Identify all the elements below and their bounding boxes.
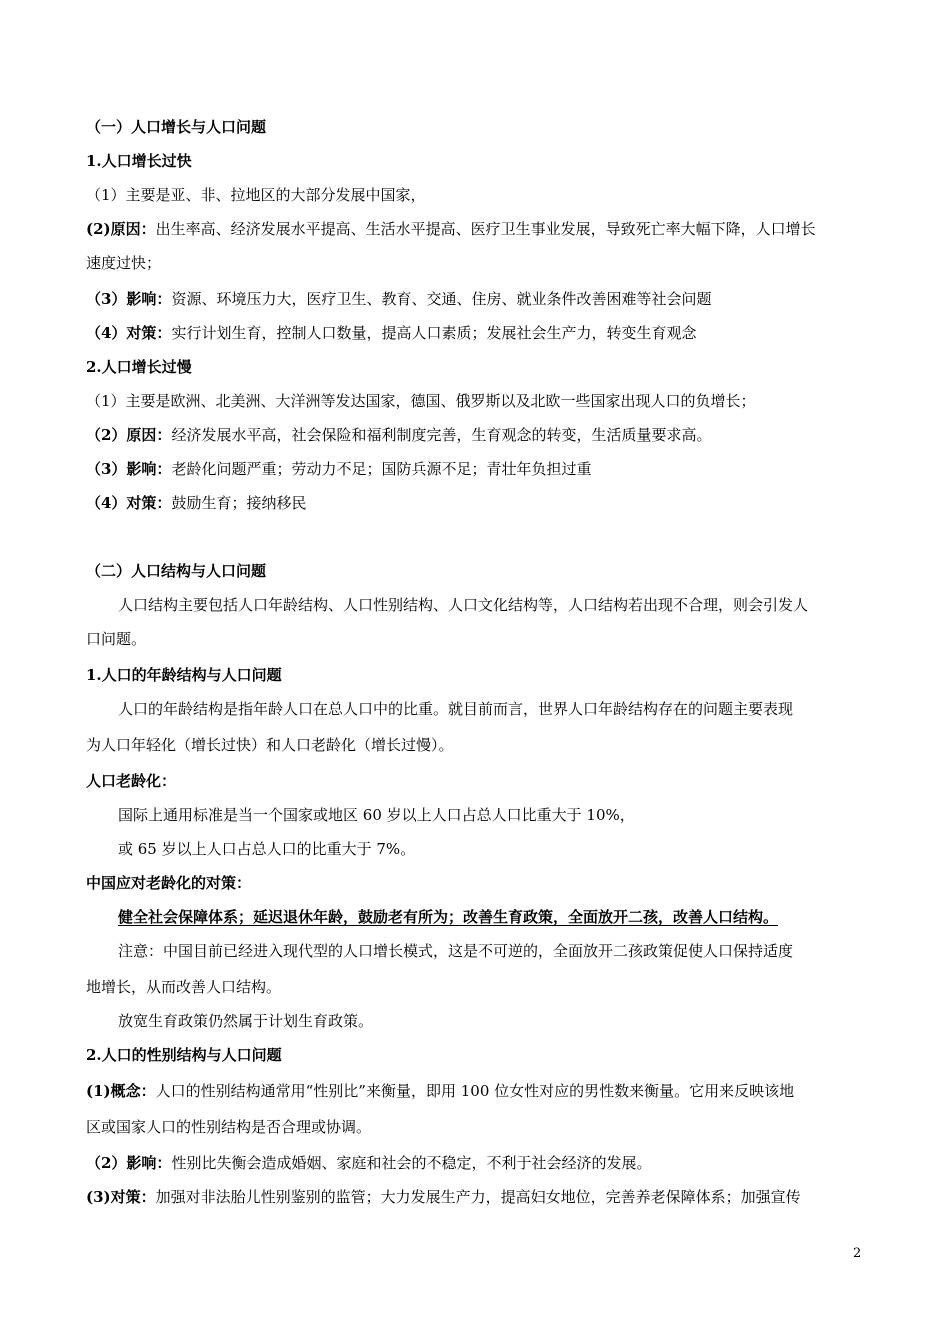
text-line xyxy=(86,426,711,444)
text-line xyxy=(86,1082,794,1100)
item-label: （4）对策： xyxy=(86,494,172,512)
text-line: 为人口年轻化（增长过快）和人口老龄化（增长过慢）。 xyxy=(86,736,454,754)
item-label: （3）影响： xyxy=(86,290,172,308)
item-text: 老龄化问题严重；劳动力不足；国防兵源不足；青壮年负担过重 xyxy=(171,460,592,478)
text-line: 人口结构主要包括人口年龄结构、人口性别结构、人口文化结构等，人口结构若出现不合理，则会引发人 xyxy=(118,596,809,614)
text-line: 口问题。 xyxy=(86,630,147,648)
text-line: 放宽生育政策仍然属于计划生育政策。 xyxy=(118,1012,374,1030)
text-line xyxy=(86,220,816,238)
text-line: 或 65 岁以上人口占总人口的比重大于 7%。 xyxy=(118,840,416,858)
subsection-title: 1.人口增长过快 xyxy=(86,152,192,170)
aging-title: 人口老龄化： xyxy=(86,772,177,790)
text-line xyxy=(86,324,696,342)
section-2-heading: （二）人口结构与人口问题 xyxy=(86,562,267,580)
item-label: （4）对策： xyxy=(86,324,172,342)
item-label: (3)对策： xyxy=(86,1188,156,1206)
text-line xyxy=(86,1154,651,1172)
item-text: 人口的性别结构通常用“性别比”来衡量，即用 100 位女性对应的男性数来衡量。它用来反映该地 xyxy=(155,1082,795,1100)
item-label: （2）原因： xyxy=(86,426,172,444)
subsection-title: 1.人口的年龄结构与人口问题 xyxy=(86,666,282,684)
item-label: (2)原因： xyxy=(86,220,156,238)
text-line xyxy=(86,290,711,308)
item-text: 资源、环境压力大，医疗卫生、教育、交通、住房、就业条件改善困难等社会问题 xyxy=(171,290,712,308)
subsection-title: 2.人口增长过慢 xyxy=(86,358,192,376)
item-text: 鼓励生育；接纳移民 xyxy=(171,494,307,512)
text-line: 国际上通用标准是当一个国家或地区 60 岁以上人口占总人口比重大于 10%， xyxy=(118,806,635,824)
text-line: （1）主要是欧洲、北美洲、大洋洲等发达国家，德国、俄罗斯以及北欧一些国家出现人口的负增长； xyxy=(86,392,756,410)
page-number: 2 xyxy=(853,1246,862,1261)
text-line: 人口的年龄结构是指年龄人口在总人口中的比重。就目前而言，世界人口年龄结构存在的问题主要表现 xyxy=(118,700,794,718)
item-label: (1)概念： xyxy=(86,1082,156,1100)
text-line: （1）主要是亚、非、拉地区的大部分发展中国家， xyxy=(86,186,426,204)
china-measures-text: 健全社会保障体系；延迟退休年龄，鼓励老有所为；改善生育政策，全面放开二孩，改善人口结构。 xyxy=(118,908,779,926)
text-line xyxy=(86,460,591,478)
item-text: 性别比失衡会造成婚姻、家庭和社会的不稳定，不利于社会经济的发展。 xyxy=(171,1154,652,1172)
item-text: 经济发展水平高，社会保险和福利制度完善，生育观念的转变，生活质量要求高。 xyxy=(171,426,712,444)
text-line xyxy=(86,494,306,512)
item-text: 加强对非法胎儿性别鉴别的监管；大力发展生产力，提高妇女地位，完善养老保障体系；加强宣传 xyxy=(155,1188,801,1206)
section-1-heading: （一）人口增长与人口问题 xyxy=(86,118,267,136)
china-measures-title: 中国应对老龄化的对策： xyxy=(86,874,252,892)
text-line: 地增长，从而改善人口结构。 xyxy=(86,978,282,996)
item-label: （3）影响： xyxy=(86,460,172,478)
text-line: 注意：中国目前已经进入现代型的人口增长模式，这是不可逆的，全面放开二孩政策促使人口保持适度 xyxy=(118,942,794,960)
item-text: 实行计划生育，控制人口数量，提高人口素质；发展社会生产力，转变生育观念 xyxy=(171,324,697,342)
text-line: 区或国家人口的性别结构是否合理或协调。 xyxy=(86,1118,372,1136)
subsection-title: 2.人口的性别结构与人口问题 xyxy=(86,1046,282,1064)
item-label: （2）影响： xyxy=(86,1154,172,1172)
text-line xyxy=(86,1188,801,1206)
text-line: 速度过快； xyxy=(86,254,162,272)
item-text: 出生率高、经济发展水平提高、生活水平提高、医疗卫生事业发展，导致死亡率大幅下降，人口增长 xyxy=(155,220,816,238)
